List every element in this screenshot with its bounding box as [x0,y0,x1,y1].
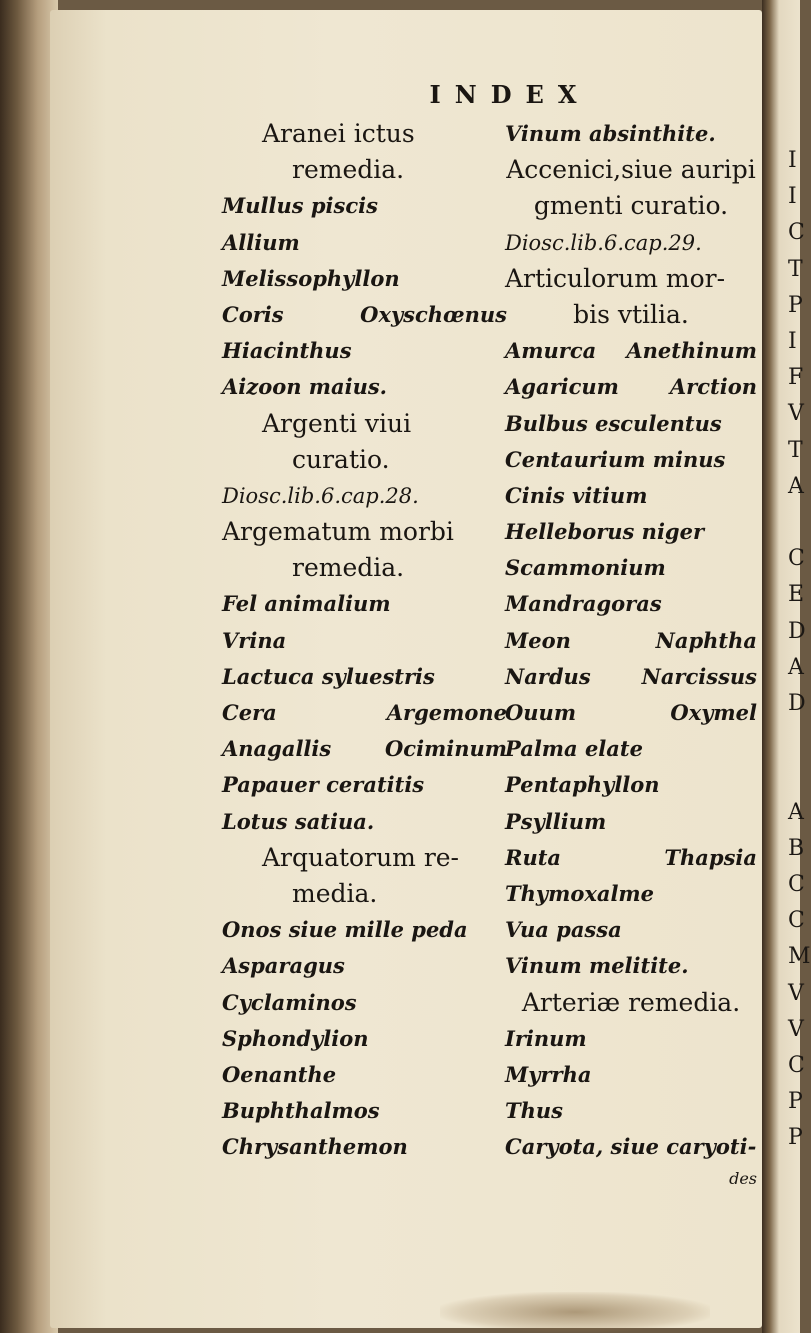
adjacent-page-letter: A [788,473,804,499]
index-entry: Ouum [505,700,577,725]
index-entry: Papauer ceratitis [222,772,425,798]
index-entry: Irinum [505,1025,587,1051]
adjacent-page-letter: A [788,654,804,680]
index-entry: Naphtha [655,627,757,653]
source-reference: Diosc.lib.6.cap.28. [222,483,419,508]
index-heading: gmenti curatio. [533,191,729,221]
adjacent-page-letter: V [788,401,804,427]
adjacent-page-letter: T [788,437,803,463]
index-column-left [222,116,507,1165]
adjacent-page-letter: C [788,908,805,934]
index-entry: Vinum melitite. [505,953,689,979]
index-entry: Thapsia [664,844,757,870]
index-entry: Argemone [386,700,507,725]
index-entry: Sphondylion [222,1025,369,1051]
adjacent-page-letter: F [788,365,804,391]
index-entry: Lactuca syluestris [222,663,435,689]
index-heading-continued: remedia. [292,155,405,185]
source-reference: Diosc.lib.6.cap.29. [505,230,702,255]
adjacent-page-letter: P [788,1089,803,1115]
adjacent-page-letter: E [788,582,805,608]
index-heading: Argenti viui [262,408,412,438]
index-entry: Meon [505,627,571,653]
index-entry: Mandragoras [505,591,662,617]
index-entry: Hiacinthus [222,338,352,364]
index-entry-pair [505,659,757,695]
index-entry: Ruta [505,844,562,870]
adjacent-page-letter: C [788,1053,805,1078]
index-entry: Agaricum [505,374,619,400]
adjacent-page-letter: P [788,1125,803,1151]
index-entry: Mullus piscis [222,193,378,219]
adjacent-page-letter: C [788,872,805,897]
adjacent-page-letter: I [788,184,797,210]
index-heading-continued: curatio. [292,444,390,474]
index-heading: Arquatorum re- [262,842,460,872]
index-entry: Cyclaminos [222,989,357,1015]
adjacent-page-letter: I [788,148,797,173]
index-entry: Amurca [505,338,597,364]
adjacent-page-letter: D [788,618,806,644]
index-entry: Narcissus [641,663,757,689]
index-heading: Arteriæ remedia. [521,987,741,1017]
index-column-right [505,116,757,1193]
index-entry: Ociminum [384,736,507,762]
index-heading: Aranei ictus [262,119,415,148]
index-entry: Aizoon maius. [222,374,387,400]
index-entry: Cera [222,700,277,725]
index-entry: Oxymel [670,700,757,725]
adjacent-page-letter: P [788,292,803,318]
index-entry: Oxyschœnus [360,301,507,327]
index-heading-continued: remedia. [292,553,405,583]
index-entry: Bulbus esculentus [505,410,722,436]
index-entry-pair [222,695,507,731]
adjacent-page-letter: V [788,980,804,1006]
adjacent-page-letter: V [788,1016,804,1042]
index-entry: Onos siue mille peda [222,917,468,943]
index-entry-pair [222,731,507,767]
index-entry: Helleborus niger [505,519,705,545]
index-entry-pair [222,297,507,333]
index-entry: Cinis vitium [505,482,648,508]
adjacent-page-letter: M [788,944,811,970]
index-entry-pair [505,369,757,405]
index-entry: Asparagus [222,953,345,979]
index-heading-continued: media. [292,878,378,908]
index-entry: Allium [222,229,300,255]
index-entry: Oenanthe [222,1061,337,1087]
page-stain [440,1292,710,1332]
index-entry: Nardus [505,663,591,689]
index-entry-continued: des [729,1169,757,1189]
page-header: INDEX [429,80,591,109]
index-entry: Psyllium [505,808,607,834]
index-entry-pair [505,695,757,731]
index-heading: bis vtilia. [573,299,689,329]
index-entry: Fel animalium [222,591,391,617]
index-entry: Coris [222,301,284,327]
adjacent-page-letter: I [788,329,797,354]
index-entry: Myrrha [505,1061,592,1087]
index-entry: Palma elate [505,736,643,762]
index-entry: Vrina [222,627,287,653]
index-entry: Vua passa [505,917,622,943]
index-heading: Argematum morbi [222,517,454,547]
index-entry-pair [505,623,757,659]
index-entry: Pentaphyllon [505,772,660,798]
index-entry-pair [505,333,757,369]
adjacent-page-letter: T [788,256,803,282]
index-heading: Articulorum mor- [505,263,726,293]
index-entry: Lotus satiua. [222,808,375,834]
index-entry: Anethinum [626,338,757,364]
index-entry-pair [505,840,757,876]
adjacent-page-letter: B [788,835,805,861]
adjacent-page-edge [762,0,811,1333]
adjacent-page-letter: C [788,546,805,572]
index-entry: Chrysanthemon [222,1134,408,1160]
adjacent-page-letter: C [788,220,805,246]
index-entry: Vinum absinthite. [505,121,716,146]
adjacent-page-letter: A [788,799,804,825]
index-entry: Thymoxalme [505,880,655,906]
adjacent-page-letter: D [788,691,806,716]
index-entry: Melissophyllon [222,265,400,291]
index-heading: Accenici,siue auripi [506,155,756,185]
index-entry: Anagallis [222,736,332,762]
index-entry: Thus [505,1098,563,1124]
index-entry: Buphthalmos [222,1098,380,1124]
index-entry: Centaurium minus [505,446,726,472]
index-entry: Arction [669,374,757,400]
index-entry: Scammonium [505,555,666,581]
index-entry: Caryota, siue caryoti- [505,1134,757,1160]
